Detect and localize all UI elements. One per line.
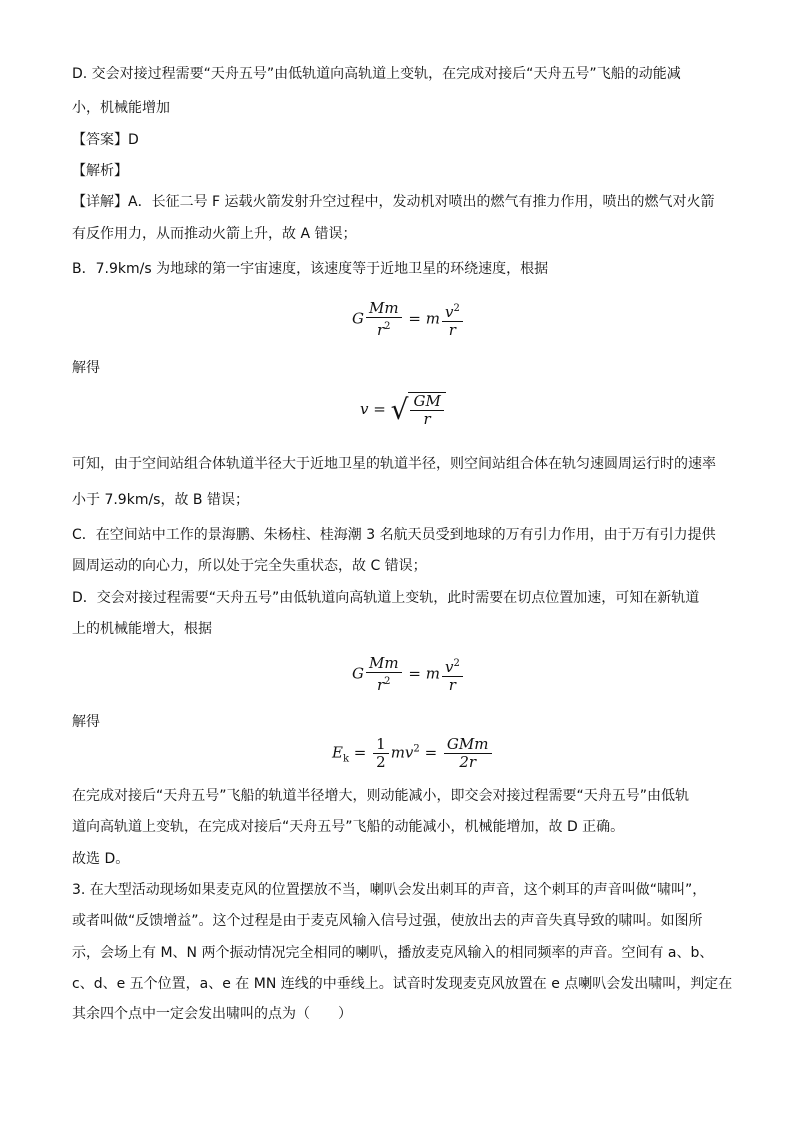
- equals-sign: =: [353, 743, 367, 762]
- formula-symbol: v: [360, 400, 369, 418]
- formula-symbol: E: [332, 743, 343, 762]
- formula-symbol: G: [352, 309, 364, 328]
- text-line: 上的机械能增大，根据: [72, 621, 212, 637]
- formula-symbol: m: [425, 309, 440, 328]
- denominator: [366, 318, 402, 339]
- numerator: [442, 655, 463, 677]
- fraction: [410, 393, 443, 428]
- formula-orbital-speed: [360, 392, 446, 428]
- denominator-symbol: r: [377, 321, 385, 339]
- square-root: √ $\frac{GM}{r}$: [391, 392, 446, 428]
- formula-symbol: mv: [390, 743, 414, 762]
- denominator: r: [423, 410, 431, 428]
- text-line: 小于 7.9km/s，故 B 错误；: [72, 492, 249, 508]
- denominator: r: [448, 676, 456, 694]
- exponent: 2: [453, 303, 460, 314]
- numerator: GMm: [444, 736, 492, 754]
- text-line: B．7.9km/s 为地球的第一宇宙速度，该速度等于近地卫星的环绕速度，根据: [72, 261, 549, 277]
- text-line: 有反作用力，从而推动火箭上升，故 A 错误；: [72, 226, 357, 242]
- numerator: [442, 300, 463, 322]
- numerator: Mm: [366, 300, 402, 318]
- formula-kinetic-energy: [332, 736, 494, 771]
- text-line: D．交会对接过程需要“天舟五号”由低轨道向高轨道上变轨，此时需要在切点位置加速，可知在新轨道: [72, 590, 700, 606]
- exponent: 2: [413, 743, 420, 755]
- formula-symbol: m: [425, 664, 440, 683]
- question-text: 其余四个点中一定会发出啸叫的点为（ ）: [72, 1006, 352, 1022]
- text-line: 解得: [72, 360, 100, 376]
- analysis-label: 【解析】: [72, 163, 128, 179]
- text-line: C．在空间站中工作的景海鹏、朱杨柱、桂海潮 3 名航天员受到地球的万有引力作用，由于万有引力提供: [72, 527, 716, 543]
- text-line: 圆周运动的向心力，所以处于完全失重状态，故 C 错误；: [72, 558, 427, 574]
- numerator-symbol: v: [444, 658, 454, 676]
- formula-gravity-centripetal: [352, 300, 465, 339]
- fraction: [373, 736, 389, 771]
- fraction: [366, 300, 402, 339]
- denominator: 2r: [459, 753, 477, 771]
- numerator: 1: [373, 736, 389, 754]
- exponent: 2: [384, 321, 391, 332]
- question-text: 示，会场上有 M、N 两个振动情况完全相同的喇叭，播放麦克风输入的相同频率的声音。空间有 a、b、: [72, 945, 714, 961]
- text-line: 【详解】A．长征二号 F 运载火箭发射升空过程中，发动机对喷出的燃气有推力作用，喷出的燃气对火箭: [72, 194, 715, 210]
- formula-gravity-centripetal: [352, 655, 465, 694]
- numerator-symbol: v: [444, 303, 454, 321]
- denominator: [366, 673, 402, 694]
- equals-sign: =: [373, 400, 386, 418]
- fraction: [442, 655, 463, 694]
- text-line: D. 交会对接过程需要“天舟五号”由低轨道向高轨道上变轨，在完成对接后“天舟五号”飞船的动能减: [72, 66, 681, 82]
- question-text: c、d、e 五个位置，a、e 在 MN 连线的中垂线上。试音时发现麦克风放置在 e 点喇叭会发出啸叫，判定在: [72, 976, 733, 992]
- fraction: [366, 655, 402, 694]
- equals-sign: =: [424, 743, 438, 762]
- equals-sign: =: [408, 309, 421, 328]
- subscript: k: [342, 753, 350, 765]
- numerator: Mm: [366, 655, 402, 673]
- text-line: 故选 D。: [72, 851, 130, 867]
- denominator: 2: [376, 753, 386, 771]
- text-line: 小，机械能增加: [72, 100, 170, 116]
- text-line: 道向高轨道上变轨，在完成对接后“天舟五号”飞船的动能减小，机械能增加，故 D 正确。: [72, 819, 625, 835]
- formula-symbol: G: [352, 664, 364, 683]
- denominator: r: [448, 321, 456, 339]
- text-line: 可知，由于空间站组合体轨道半径大于近地卫星的轨道半径，则空间站组合体在轨匀速圆周运行时的速率: [72, 456, 716, 472]
- numerator: GM: [410, 393, 443, 411]
- answer-label: 【答案】D: [72, 132, 139, 148]
- exponent: 2: [453, 658, 460, 669]
- question-text: 或者叫做“反馈增益”。这个过程是由于麦克风输入信号过强，使放出去的声音失真导致的啸叫。如图所: [72, 913, 703, 929]
- denominator-symbol: r: [377, 676, 385, 694]
- question-text: 3. 在大型活动现场如果麦克风的位置摆放不当，喇叭会发出刺耳的声音，这个刺耳的声音叫做“啸叫”，: [72, 882, 707, 898]
- text-line: 解得: [72, 714, 100, 730]
- text-line: 在完成对接后“天舟五号”飞船的轨道半径增大，则动能减小，即交会对接过程需要“天舟五号”由低轨: [72, 788, 690, 804]
- fraction: [442, 300, 463, 339]
- equals-sign: =: [408, 664, 421, 683]
- exponent: 2: [384, 676, 391, 687]
- fraction: [444, 736, 492, 771]
